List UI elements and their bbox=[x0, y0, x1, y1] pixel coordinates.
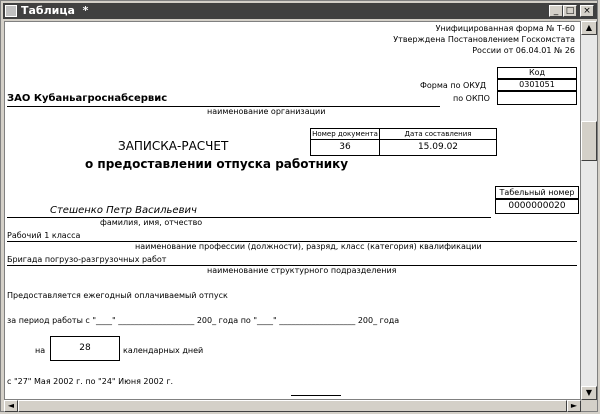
minimize-button[interactable] bbox=[549, 5, 563, 17]
form-number-text: Унифицированная форма № Т-60 bbox=[435, 24, 575, 33]
days-prefix: на bbox=[35, 346, 46, 355]
minimize-icon: _ bbox=[553, 6, 559, 16]
signature-line bbox=[291, 395, 341, 396]
scroll-right-button[interactable] bbox=[567, 400, 581, 412]
close-button[interactable] bbox=[580, 5, 594, 17]
tab-number-value: 0000000020 bbox=[495, 199, 579, 214]
okud-label: Форма по ОКУД bbox=[420, 81, 487, 90]
employee-caption: фамилия, имя, отчество bbox=[100, 218, 203, 227]
department-value: Бригада погрузо-разгрузочных работ bbox=[7, 255, 167, 264]
approval-date-text: России от 06.04.01 № 26 bbox=[472, 46, 575, 55]
document-page bbox=[4, 21, 581, 400]
maximize-button[interactable] bbox=[563, 5, 577, 17]
doc-date-value: 15.09.02 bbox=[379, 139, 497, 156]
period-text: за период работы с "____" ___________________ 200_ года по "____" ___________________ 200_ года bbox=[7, 316, 400, 325]
vertical-scrollbar[interactable] bbox=[581, 21, 597, 400]
arrow-left-icon: ◄ bbox=[7, 401, 15, 410]
profession-caption: наименование профессии (должности), разряд, класс (категория) квалификации bbox=[135, 242, 482, 251]
title-bar[interactable] bbox=[3, 3, 597, 19]
employee-name: Стешенко Петр Васильевич bbox=[50, 205, 197, 216]
leave-type-text: Предоставляется ежегодный оплачиваемый отпуск bbox=[7, 291, 228, 300]
organization-caption: наименование организации bbox=[207, 107, 326, 116]
tab-number-header: Табельный номер bbox=[495, 186, 579, 199]
scroll-up-button[interactable] bbox=[581, 21, 597, 35]
code-header: Код bbox=[497, 67, 577, 79]
okpo-value bbox=[497, 91, 577, 105]
arrow-up-icon: ▲ bbox=[585, 23, 593, 32]
horizontal-scrollbar[interactable] bbox=[4, 400, 581, 412]
days-value: 28 bbox=[50, 336, 120, 361]
organization-name: ЗАО Кубаньагроснабсервис bbox=[7, 93, 168, 104]
horizontal-scroll-thumb[interactable] bbox=[18, 400, 567, 412]
doc-date-header: Дата составления bbox=[379, 128, 497, 140]
scroll-left-button[interactable] bbox=[4, 400, 18, 412]
close-icon: × bbox=[583, 6, 591, 16]
doc-number-value: 36 bbox=[310, 139, 380, 156]
scroll-down-button[interactable] bbox=[581, 386, 597, 400]
document-subtitle: о предоставлении отпуска работнику bbox=[85, 157, 349, 171]
days-suffix: календарных дней bbox=[123, 346, 204, 355]
date-range-text: с "27" Мая 2002 г. по "24" Июня 2002 г. bbox=[7, 377, 174, 386]
vertical-scroll-thumb[interactable] bbox=[581, 121, 597, 161]
arrow-down-icon: ▼ bbox=[585, 388, 593, 397]
department-caption: наименование структурного подразделения bbox=[207, 266, 397, 275]
approval-text: Утверждена Постановлением Госкомстата bbox=[393, 35, 575, 44]
maximize-icon: □ bbox=[565, 6, 575, 16]
doc-number-header: Номер документа bbox=[310, 128, 380, 140]
profession-value: Рабочий 1 класса bbox=[7, 231, 81, 240]
table-icon bbox=[5, 5, 17, 17]
okud-value: 0301051 bbox=[497, 79, 577, 91]
employee-line bbox=[7, 217, 491, 218]
window-title: Таблица * bbox=[21, 4, 89, 17]
okpo-label: по ОКПО bbox=[453, 94, 490, 103]
document-title: ЗАПИСКА-РАСЧЕТ bbox=[118, 139, 229, 153]
arrow-right-icon: ► bbox=[570, 401, 578, 410]
